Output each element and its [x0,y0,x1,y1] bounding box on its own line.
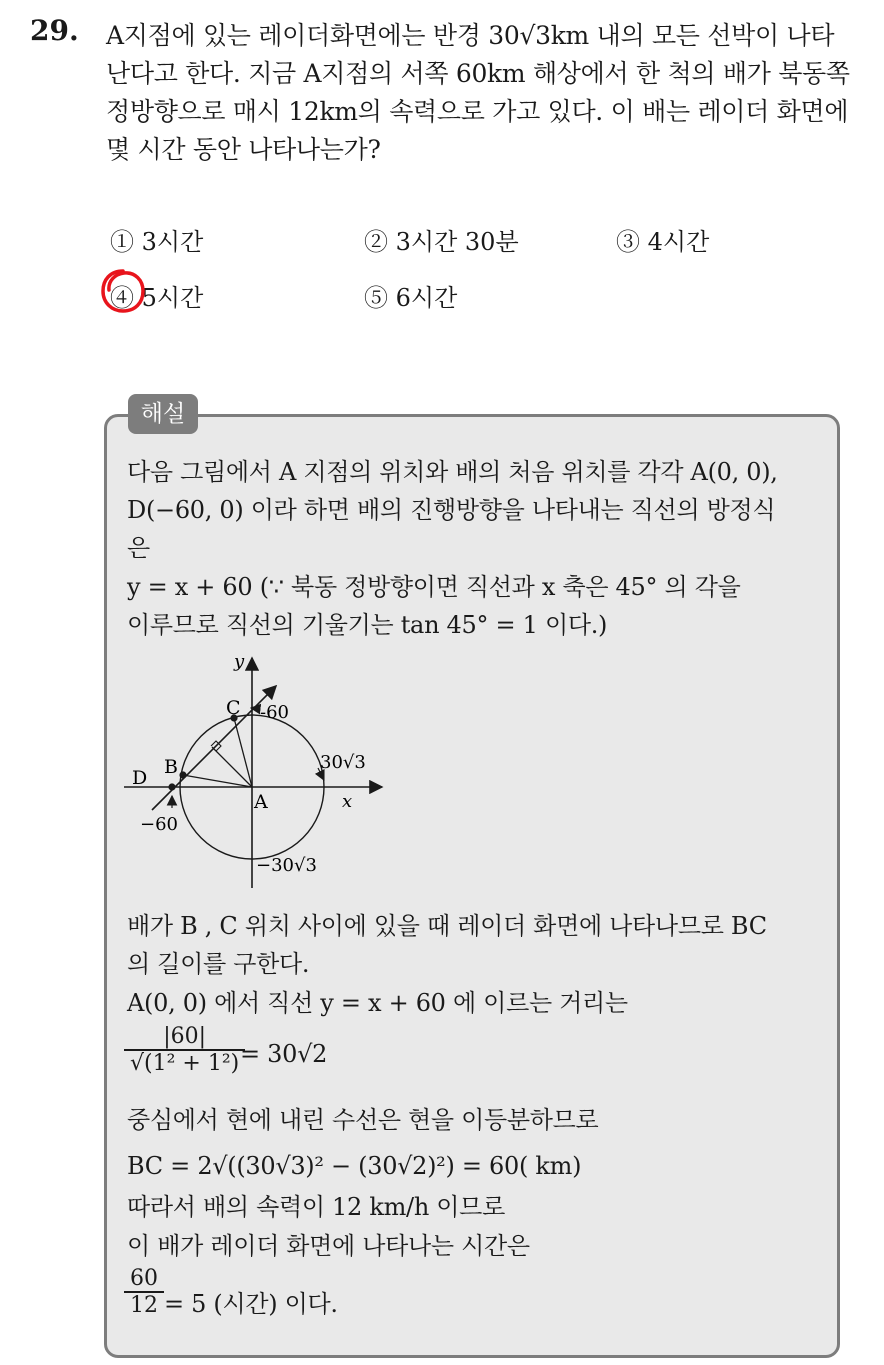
solution-tag: 해설 [128,394,198,434]
choice-1[interactable] [110,222,203,257]
solution-line-2: D(−60, 0) 이라 하면 배의 진행방향을 나타내는 직선의 방정식 [127,496,776,524]
a-label: A [254,791,268,813]
question-line-3: 정방향으로 매시 12km의 속력으로 가고 있다. 이 배는 레이더 화면에 [106,97,849,126]
choice-1-symbol: ① [110,228,134,256]
d-label: D [132,767,148,789]
question-line-4: 몇 시간 동안 나타나는가? [106,135,381,164]
choice-4-symbol: ④ [110,284,134,312]
radius-pos-label: 30√3 [320,752,366,773]
answer-mark-stroke [103,271,143,311]
choice-2-text: 3시간 30분 [395,228,519,256]
solution-line-10: 중심에서 현에 내린 수선은 현을 이등분하므로 [127,1106,599,1134]
question-line-1: A지점에 있는 레이더화면에는 반경 30√3km 내의 모든 선박이 나타 [106,21,835,50]
radius-ac [234,718,252,787]
solution-line-7: 의 길이를 구한다. [127,950,310,978]
radius-neg-label: −30√3 [256,855,317,876]
solution-line-9: = 30√2 [240,1040,328,1068]
neg-sixty-label: −60 [140,814,178,835]
solution-line-13: 이 배가 레이더 화면에 나타나는 시간은 [127,1232,530,1260]
distance-fraction-denominator: √(1² + 1²) [130,1051,240,1076]
choice-3-text: 4시간 [647,228,710,256]
time-fraction [124,1266,164,1318]
point-d [168,783,175,790]
distance-fraction [124,1024,245,1076]
solution-line-8: A(0, 0) 에서 직선 y = x + 60 에 이르는 거리는 [127,989,628,1017]
choice-3[interactable] [616,222,709,257]
x-label: x [342,791,353,812]
solution-line-4: y = x + 60 (∵ 북동 정방향이면 직선과 x 축은 45° 의 각을 [127,573,741,601]
solution-line-11: BC = 2√((30√3)² − (30√2)²) = 60( km) [127,1152,582,1180]
choice-5[interactable] [364,278,457,313]
distance-fraction-numerator: |60| [163,1024,207,1049]
y-label: y [234,651,245,672]
solution-line-14: = 5 (시간) 이다. [164,1290,338,1318]
solution-line-3: 은 [127,534,150,562]
b-label: B [164,756,178,778]
point-b [179,771,186,778]
answer-mark-icon [100,268,146,314]
solution-line-1: 다음 그림에서 A 지점의 위치와 배의 처음 위치를 각각 A(0, 0), [127,458,778,486]
sixty-label: -60 [260,702,289,723]
choice-5-text: 6시간 [395,284,458,312]
time-fraction-denominator: 12 [130,1293,158,1318]
solution-line-6: 배가 B , C 위치 사이에 있을 때 레이더 화면에 나타나므로 BC [127,912,767,940]
choice-5-symbol: ⑤ [364,284,388,312]
solution-line-12: 따라서 배의 속력이 12 km/h 이므로 [127,1193,505,1221]
choice-3-symbol: ③ [616,228,640,256]
choice-2-symbol: ② [364,228,388,256]
c-label: C [226,697,241,719]
choice-4-text: 5시간 [141,284,204,312]
question-number: 29. [30,14,79,47]
radar-figure [120,650,400,894]
time-fraction-numerator: 60 [130,1266,158,1291]
choice-2[interactable] [364,222,519,257]
question-line-2: 난다고 한다. 지금 A지점의 서쪽 60km 해상에서 한 척의 배가 북동쪽 [106,59,850,88]
solution-line-5: 이루므로 직선의 기울기는 tan 45° = 1 이다.) [127,611,608,639]
choice-1-text: 3시간 [141,228,204,256]
